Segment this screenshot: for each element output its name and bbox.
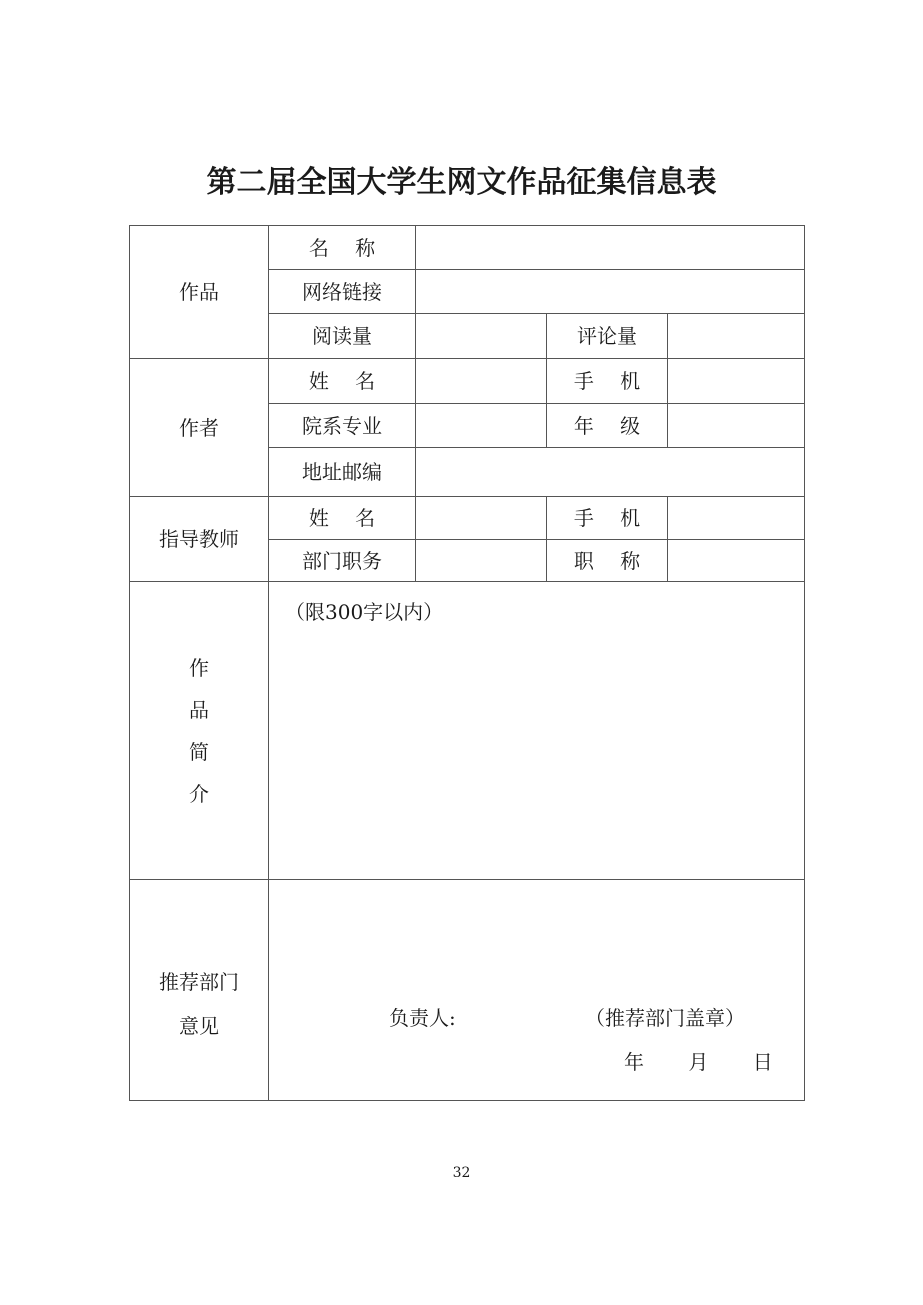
page-number: 32 bbox=[452, 1165, 471, 1181]
author-name-field[interactable] bbox=[416, 359, 547, 404]
year-label: 年 bbox=[624, 1050, 644, 1074]
intro-char: 品 bbox=[189, 697, 209, 722]
author-address-label: 地址邮编 bbox=[269, 448, 416, 497]
work-name-label: 名 称 bbox=[269, 226, 416, 270]
work-reads-field[interactable] bbox=[416, 314, 547, 359]
intro-char: 介 bbox=[189, 781, 209, 806]
author-dept-field[interactable] bbox=[416, 404, 547, 448]
info-form-table bbox=[129, 225, 805, 1101]
work-reads-label: 阅读量 bbox=[269, 314, 416, 359]
author-phone-field[interactable] bbox=[668, 359, 805, 404]
intro-char: 作 bbox=[189, 655, 209, 680]
work-link-field[interactable] bbox=[416, 270, 805, 314]
work-comments-label: 评论量 bbox=[547, 314, 668, 359]
advisor-section-label: 指导教师 bbox=[130, 497, 269, 582]
advisor-position-field[interactable] bbox=[416, 540, 547, 582]
advisor-title-label: 职 称 bbox=[547, 540, 668, 582]
author-dept-label: 院系专业 bbox=[269, 404, 416, 448]
date-line bbox=[624, 1050, 773, 1074]
advisor-phone-field[interactable] bbox=[668, 497, 805, 540]
advisor-position-label: 部门职务 bbox=[269, 540, 416, 582]
advisor-name-label: 姓 名 bbox=[269, 497, 416, 540]
advisor-name-field[interactable] bbox=[416, 497, 547, 540]
author-address-field[interactable] bbox=[416, 448, 805, 497]
author-section-label: 作者 bbox=[130, 359, 269, 497]
author-grade-field[interactable] bbox=[668, 404, 805, 448]
month-label: 月 bbox=[688, 1050, 709, 1074]
work-name-field[interactable] bbox=[416, 226, 805, 270]
opinion-section-label bbox=[130, 880, 269, 1101]
advisor-title-field[interactable] bbox=[668, 540, 805, 582]
intro-field[interactable] bbox=[269, 582, 805, 880]
day-label: 日 bbox=[752, 1050, 773, 1074]
opinion-label-line1: 推荐部门 bbox=[159, 970, 239, 994]
stamp-label: （推荐部门盖章） bbox=[585, 1006, 745, 1030]
author-phone-label: 手 机 bbox=[547, 359, 668, 404]
work-comments-field[interactable] bbox=[668, 314, 805, 359]
opinion-field[interactable] bbox=[269, 880, 805, 1101]
work-section-label: 作品 bbox=[130, 226, 269, 359]
advisor-phone-label: 手 机 bbox=[547, 497, 668, 540]
author-grade-label: 年 级 bbox=[547, 404, 668, 448]
intro-hint: （限300字以内） bbox=[285, 600, 444, 624]
author-name-label: 姓 名 bbox=[269, 359, 416, 404]
opinion-label-line2: 意见 bbox=[179, 1014, 219, 1038]
intro-section-label bbox=[130, 582, 269, 880]
intro-char: 简 bbox=[189, 739, 209, 764]
work-link-label: 网络链接 bbox=[269, 270, 416, 314]
form-title: 第二届全国大学生网文作品征集信息表 bbox=[206, 165, 717, 200]
responsible-label: 负责人: bbox=[389, 1006, 456, 1030]
